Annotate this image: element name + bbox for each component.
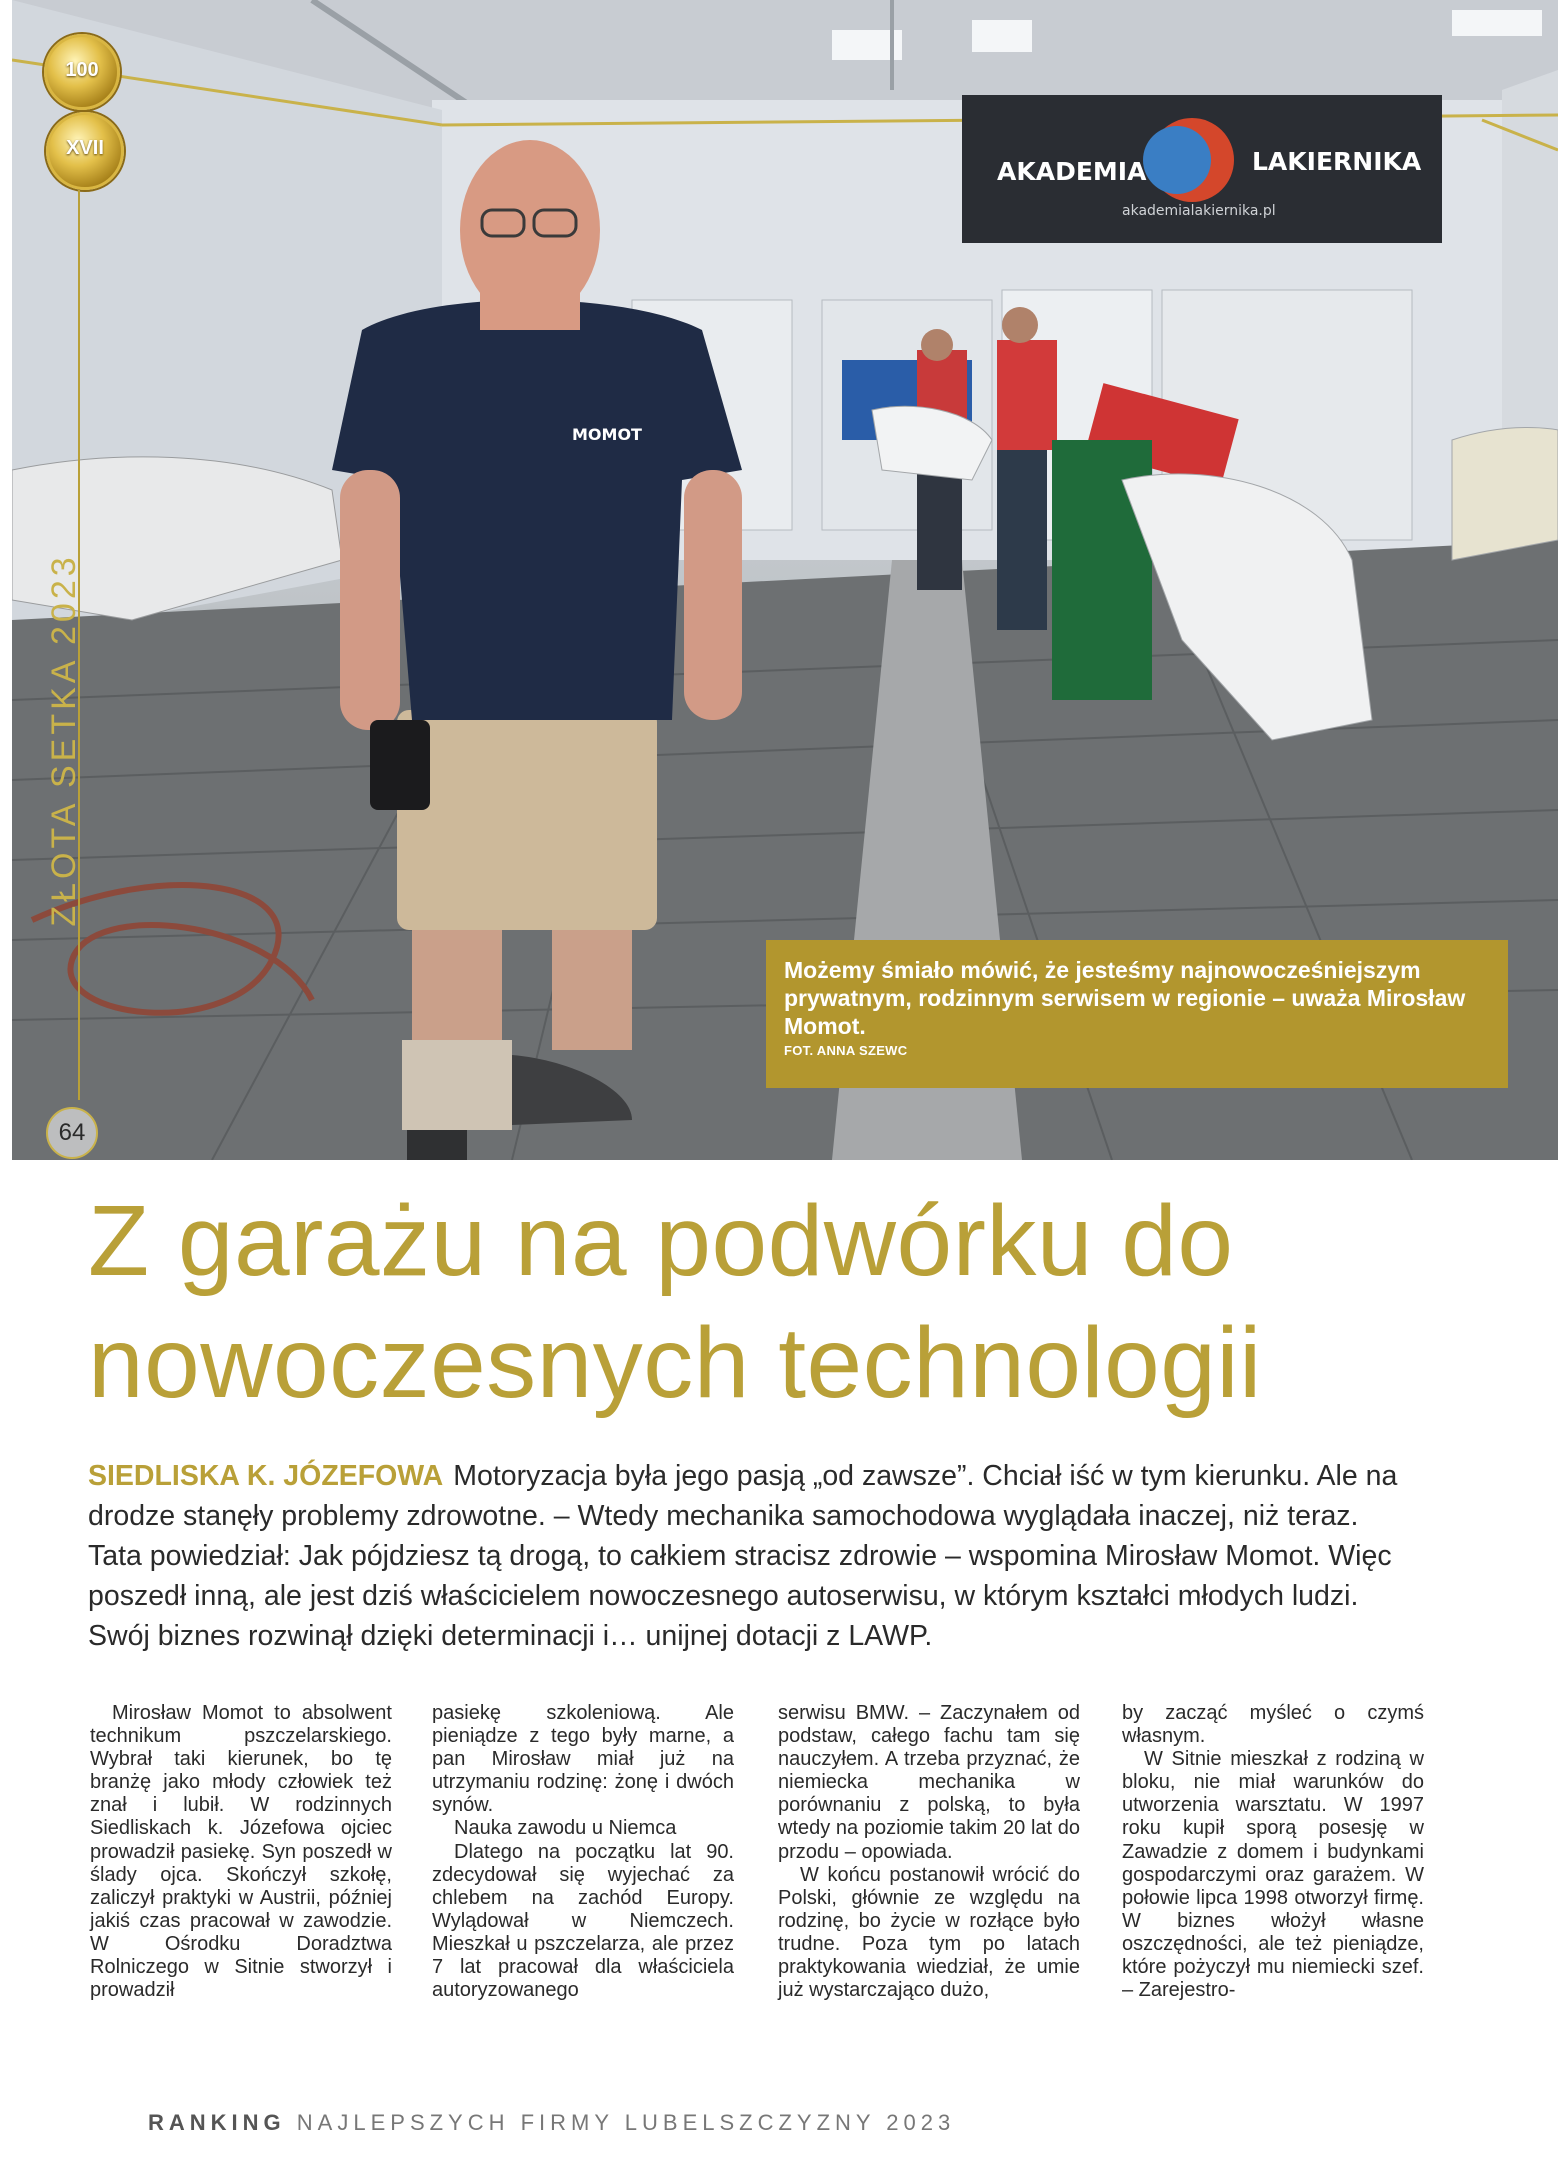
article-headline: Z garażu na podwórku do nowoczesnych technologii	[88, 1185, 1262, 1419]
page-footer	[148, 2110, 955, 2136]
column-4-paragraph-1: by zacząć myśleć o czymś własnym.	[1122, 1702, 1424, 1748]
article-lead	[88, 1456, 1408, 1656]
seal-edition-text: XVII	[66, 137, 104, 159]
banner-url-text: akademialakiernika.pl	[1122, 203, 1276, 219]
column-3-paragraph-1: serwisu BMW. – Zaczynałem od podstaw, całego fachu tam się nauczyłem. A trzeba przyznać, że niemiecka mechanika w porównaniu z polską, to była wtedy na poziomie takim 20 lat do przodu – opowiada.	[778, 1702, 1080, 1863]
shirt-logo-text: MOMOT	[572, 425, 642, 444]
photo-credit: FOT. ANNA SZEWC	[784, 1043, 908, 1058]
footer-rest: NAJLEPSZYCH FIRMY LUBELSZCZYZNY 2023	[296, 2110, 956, 2135]
lead-location: SIEDLISKA K. JÓZEFOWA	[88, 1460, 444, 1492]
column-2-subheading: Nauka zawodu u Niemca	[454, 1817, 677, 1840]
lead-text: Motoryzacja była jego pasją „od zawsze”. Chciał iść w tym kierunku. Ale na drodze stanęły problemy zdrowotne. – Wtedy mechanika samochodowa wyglądała inaczej, niż teraz. Tata powiedział: Jak pójdziesz tą drogą, to całkiem stracisz zdrowie – wspomina Mirosław Momot. Więc poszedł inną, ale jest dziś właścicielem nowoczesnego autoserwisu, w którym kształci młodych ludzi. Swój biznes rozwinął dzięki determinacji i… unijnej dotacji z LAWP.	[88, 1460, 1398, 1652]
seal-100-text: 100	[65, 59, 99, 81]
footer-bold: RANKING	[148, 2110, 286, 2135]
article-column-2	[432, 1702, 734, 2002]
column-2-paragraph-2: Dlatego na początku lat 90. zdecydował się wyjechać za chlebem na zachód Europy. Wylądował w Niemczech. Mieszkał u pszczelarza, ale przez 7 lat pracował dla właściciela autoryzowanego	[432, 1840, 734, 2002]
column-3-paragraph-2: W końcu postanowił wrócić do Polski, głównie ze względu na rodzinę, bo życie w rozłące było trudne. Poza tym po latach praktykowania wiedział, że umie już wystarczająco dużo,	[778, 1863, 1080, 2002]
article-column-3	[778, 1702, 1080, 2002]
column-2-paragraph-1: pasiekę szkoleniową. Ale pieniądze z tego były marne, a pan Mirosław miał już na utrzymaniu rodzinę: żonę i dwóch synów.	[432, 1702, 734, 1817]
column-4-paragraph-2: W Sitnie mieszkał z rodziną w bloku, nie miał warunków do utworzenia warsztatu. W 1997 roku kupił sporą posesję w Zawadzie z domem i budynkami gospodarczymi oraz garażem. W połowie lipca 1998 otworzył firmę. W biznes włożył własne oszczędności, ale też pieniądze, które pożyczył mu niemiecki szef. – Zarejestro-	[1122, 1748, 1424, 2002]
article-column-1	[90, 1702, 392, 2002]
caption-text: Możemy śmiało mówić, że jesteśmy najnowocześniejszym prywatnym, rodzinnym serwisem w regionie – uważa Mirosław Momot.	[784, 957, 1466, 1039]
banner-right-text: LAKIERNIKA	[1252, 147, 1422, 176]
page-number: 64	[46, 1107, 98, 1159]
side-label: ZŁOTA SETKA 2023	[45, 553, 83, 927]
ranking-seal-edition	[46, 112, 124, 190]
photo-caption	[766, 940, 1508, 1088]
ranking-seal-100	[44, 34, 120, 110]
column-1-paragraph-1: Mirosław Momot to absolwent technikum pszczelarskiego. Wybrał taki kierunek, bo tę branżę jako młody człowiek też znał i lubił. W rodzinnych Siedliskach k. Józefowa ojciec prowadził pasiekę. Syn poszedł w ślady ojca. Skończył szkołę, zaliczył praktyki w Austrii, później jakiś czas pracował w zawodzie. W Ośrodku Doradztwa Rolniczego w Sitnie stworzył i prowadził	[90, 1702, 392, 2002]
article-column-4	[1122, 1702, 1424, 2002]
banner-left-text: AKADEMIA	[997, 157, 1147, 186]
